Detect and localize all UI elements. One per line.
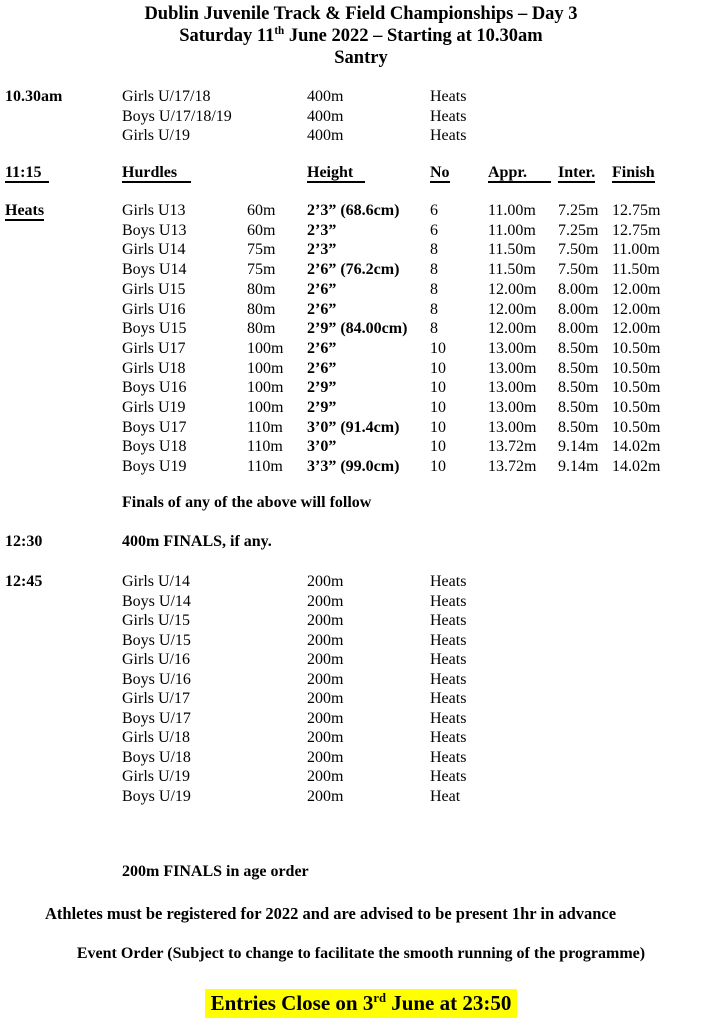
schedule-row [0, 631, 722, 651]
approach-cell: 11.00m [488, 202, 536, 219]
height-cell: 2’6” [307, 359, 337, 377]
event-cell: Girls U/17 [122, 690, 190, 707]
schedule-row [0, 787, 722, 807]
event-cell: Boys U/18 [122, 748, 191, 766]
event-cell: Boys U/15 [122, 631, 191, 649]
hurdles-row [0, 437, 722, 457]
heats-section-label: Heats [5, 202, 45, 219]
event-cell: Girls U16 [122, 300, 186, 318]
event-cell: Boys U19 [122, 458, 187, 476]
approach-cell: 13.00m [488, 339, 537, 357]
status-cell: Heats [430, 690, 467, 707]
event-cell: Girls U/19 [122, 127, 190, 144]
count-cell: 10 [430, 438, 446, 456]
distance-cell: 100m [247, 379, 284, 397]
header-height: Height [307, 163, 430, 183]
count-cell: 6 [430, 202, 438, 219]
status-cell: Heats [430, 88, 467, 105]
session-1245-block [0, 572, 722, 806]
distance-cell: 200m [307, 612, 344, 629]
entries-ordinal: rd [373, 991, 386, 1005]
status-cell: Heats [430, 573, 467, 590]
event-cell: Girls U/14 [122, 573, 190, 590]
distance-cell: 200m [307, 787, 344, 805]
finish-cell: 10.50m [612, 339, 661, 357]
finals-age-order-note: 200m FINALS in age order [122, 863, 309, 880]
document-title [0, 3, 722, 69]
finish-cell: 12.00m [612, 280, 661, 298]
approach-cell: 11.50m [488, 261, 536, 279]
distance-cell: 75m [247, 241, 276, 259]
event-cell: Boys U17 [122, 418, 187, 436]
title-line-2 [0, 25, 722, 47]
distance-cell: 110m [247, 418, 283, 436]
count-cell: 8 [430, 320, 438, 338]
title-line-2-post: June 2022 – Starting at 10.30am [284, 26, 543, 46]
distance-cell: 110m [247, 458, 283, 476]
finish-cell: 12.75m [612, 202, 661, 219]
title-line-1: Dublin Juvenile Track & Field Championships – Day 3 [144, 4, 578, 24]
finish-cell: 11.00m [612, 241, 660, 259]
event-cell: Boys U/17/18/19 [122, 107, 232, 125]
status-cell: Heats [430, 631, 467, 649]
interval-cell: 7.50m [558, 261, 599, 279]
entries-close-banner-row [0, 989, 722, 1018]
interval-cell: 7.25m [558, 202, 599, 219]
hurdles-row [0, 359, 722, 379]
event-cell: Girls U15 [122, 280, 186, 298]
event-cell: Girls U/18 [122, 729, 190, 746]
distance-cell: 100m [247, 359, 284, 377]
interval-cell: 8.50m [558, 418, 599, 436]
approach-cell: 13.00m [488, 399, 537, 417]
hurdles-row [0, 280, 722, 300]
distance-cell: 80m [247, 280, 276, 298]
distance-cell: 200m [307, 709, 344, 727]
event-cell: Girls U14 [122, 241, 186, 259]
status-cell: Heats [430, 612, 467, 629]
approach-cell: 11.00m [488, 221, 536, 239]
height-cell: 2’9” (84.00cm) [307, 320, 408, 338]
status-cell: Heat [430, 787, 461, 805]
event-cell: Boys U/14 [122, 592, 191, 610]
finish-cell: 10.50m [612, 418, 661, 436]
distance-cell: 80m [247, 320, 276, 338]
interval-cell: 8.00m [558, 280, 599, 298]
schedule-row [0, 670, 722, 690]
title-line-2-pre: Saturday 11 [179, 26, 275, 46]
event-cell: Boys U15 [122, 320, 187, 338]
event-cell: Boys U13 [122, 221, 187, 239]
distance-cell: 200m [307, 729, 344, 746]
hurdles-row [0, 378, 722, 398]
count-cell: 6 [430, 221, 438, 239]
count-cell: 10 [430, 458, 446, 476]
hurdles-row [0, 319, 722, 339]
distance-cell: 75m [247, 261, 276, 279]
height-cell: 2’3” (68.6cm) [307, 202, 400, 219]
header-finish: Finish [612, 164, 655, 181]
header-appr: Appr. [488, 163, 558, 183]
finish-cell: 12.75m [612, 221, 661, 239]
registration-note: Athletes must be registered for 2022 and are advised to be present 1hr in advance [45, 904, 617, 923]
schedule-row [0, 572, 722, 592]
entries-text-post: June at 23:50 [385, 991, 512, 1015]
event-cell: Girls U/19 [122, 768, 190, 785]
event-order-note: Event Order (Subject to change to facilitate the smooth running of the programme) [76, 945, 646, 962]
hurdles-table [0, 201, 722, 477]
event-cell: Boys U18 [122, 438, 187, 456]
schedule-row [0, 611, 722, 631]
event-cell: Girls U17 [122, 339, 186, 357]
count-cell: 8 [430, 241, 438, 259]
distance-cell: 400m [307, 88, 344, 105]
approach-cell: 13.00m [488, 359, 537, 377]
hurdles-row [0, 260, 722, 280]
height-cell: 2’3” [307, 241, 337, 259]
status-cell: Heats [430, 748, 467, 766]
distance-cell: 400m [307, 107, 344, 125]
interval-cell: 8.50m [558, 339, 599, 357]
height-cell: 2’6” [307, 280, 337, 298]
status-cell: Heats [430, 592, 467, 610]
distance-cell: 200m [307, 631, 344, 649]
schedule-row [0, 748, 722, 768]
title-line-3-venue: Santry [334, 48, 388, 68]
approach-cell: 13.00m [488, 379, 537, 397]
height-cell: 3’0” [307, 438, 337, 456]
hurdles-row [0, 300, 722, 320]
finish-cell: 14.02m [612, 438, 661, 456]
approach-cell: 11.50m [488, 241, 536, 259]
distance-cell: 200m [307, 690, 344, 707]
hurdles-header-row [0, 163, 722, 183]
distance-cell: 200m [307, 651, 344, 668]
distance-cell: 100m [247, 399, 284, 417]
count-cell: 10 [430, 399, 446, 417]
height-cell: 2’9” [307, 379, 337, 397]
interval-cell: 7.50m [558, 241, 599, 259]
hurdles-row [0, 339, 722, 359]
hurdles-row [0, 240, 722, 260]
distance-cell: 200m [307, 573, 344, 590]
count-cell: 10 [430, 339, 446, 357]
finish-cell: 10.50m [612, 399, 661, 417]
session-1245-time: 12:45 [5, 573, 43, 590]
finish-cell: 14.02m [612, 458, 661, 476]
hurdles-row [0, 457, 722, 477]
hurdles-row [0, 201, 722, 221]
schedule-row [0, 126, 722, 146]
schedule-row [0, 709, 722, 729]
session-1030-block [0, 87, 722, 146]
interval-cell: 9.14m [558, 458, 599, 476]
event-cell: Girls U/16 [122, 651, 190, 668]
schedule-row [0, 689, 722, 709]
hurdles-row [0, 398, 722, 418]
status-cell: Heats [430, 127, 467, 144]
event-cell: Girls U19 [122, 399, 186, 417]
status-cell: Heats [430, 651, 467, 668]
interval-cell: 8.00m [558, 320, 599, 338]
event-cell: Girls U18 [122, 359, 186, 377]
height-cell: 2’3” [307, 221, 337, 239]
approach-cell: 13.72m [488, 438, 537, 456]
distance-cell: 200m [307, 748, 344, 766]
finish-cell: 11.50m [612, 261, 660, 279]
interval-cell: 8.50m [558, 399, 599, 417]
schedule-row [0, 728, 722, 748]
height-cell: 2’6” [307, 300, 337, 318]
finals-follow-note: Finals of any of the above will follow [122, 494, 372, 511]
interval-cell: 7.25m [558, 221, 599, 239]
status-cell: Heats [430, 709, 467, 727]
session-1230-label: 400m FINALS, if any. [122, 533, 272, 550]
distance-cell: 60m [247, 221, 276, 239]
count-cell: 10 [430, 359, 446, 377]
approach-cell: 12.00m [488, 280, 537, 298]
session-1230-time: 12:30 [5, 533, 43, 550]
finish-cell: 10.50m [612, 379, 661, 397]
event-cell: Boys U/17 [122, 709, 191, 727]
event-cell: Boys U14 [122, 261, 187, 279]
status-cell: Heats [430, 768, 467, 785]
schedule-row [0, 650, 722, 670]
finish-cell: 12.00m [612, 300, 661, 318]
event-cell: Girls U/15 [122, 612, 190, 629]
interval-cell: 8.00m [558, 300, 599, 318]
event-cell: Boys U16 [122, 379, 187, 397]
approach-cell: 13.00m [488, 418, 537, 436]
interval-cell: 8.50m [558, 359, 599, 377]
count-cell: 8 [430, 300, 438, 318]
distance-cell: 60m [247, 202, 276, 219]
count-cell: 8 [430, 280, 438, 298]
hurdles-row [0, 418, 722, 438]
distance-cell: 400m [307, 127, 344, 144]
title-line-2-ordinal: th [274, 24, 285, 37]
finish-cell: 12.00m [612, 320, 661, 338]
distance-cell: 200m [307, 670, 344, 688]
count-cell: 10 [430, 379, 446, 397]
header-no: No [430, 164, 450, 181]
event-cell: Girls U13 [122, 202, 186, 219]
session-1030-time: 10.30am [5, 88, 63, 105]
status-cell: Heats [430, 670, 467, 688]
height-cell: 3’3” (99.0cm) [307, 458, 400, 476]
count-cell: 10 [430, 418, 446, 436]
status-cell: Heats [430, 107, 467, 125]
height-cell: 2’6” [307, 339, 337, 357]
entries-text-pre: Entries Close on 3 [210, 991, 374, 1015]
approach-cell: 12.00m [488, 300, 537, 318]
distance-cell: 200m [307, 768, 344, 785]
header-inter: Inter. [558, 164, 596, 181]
hurdles-row [0, 221, 722, 241]
schedule-row [0, 87, 722, 107]
distance-cell: 100m [247, 339, 284, 357]
height-cell: 2’6” (76.2cm) [307, 261, 400, 279]
distance-cell: 200m [307, 592, 344, 610]
event-cell: Boys U/19 [122, 787, 191, 805]
entries-close-banner [205, 989, 518, 1018]
height-cell: 3’0” (91.4cm) [307, 418, 400, 436]
finish-cell: 10.50m [612, 359, 661, 377]
header-event: Hurdles [122, 163, 247, 183]
approach-cell: 12.00m [488, 320, 537, 338]
interval-cell: 9.14m [558, 438, 599, 456]
event-cell: Boys U/16 [122, 670, 191, 688]
height-cell: 2’9” [307, 399, 337, 417]
schedule-row [0, 767, 722, 787]
approach-cell: 13.72m [488, 458, 537, 476]
schedule-row [0, 107, 722, 127]
distance-cell: 110m [247, 438, 283, 456]
distance-cell: 80m [247, 300, 276, 318]
status-cell: Heats [430, 729, 467, 746]
schedule-row [0, 592, 722, 612]
event-cell: Girls U/17/18 [122, 88, 211, 105]
interval-cell: 8.50m [558, 379, 599, 397]
count-cell: 8 [430, 261, 438, 279]
hurdles-time: 11:15 [5, 163, 49, 183]
